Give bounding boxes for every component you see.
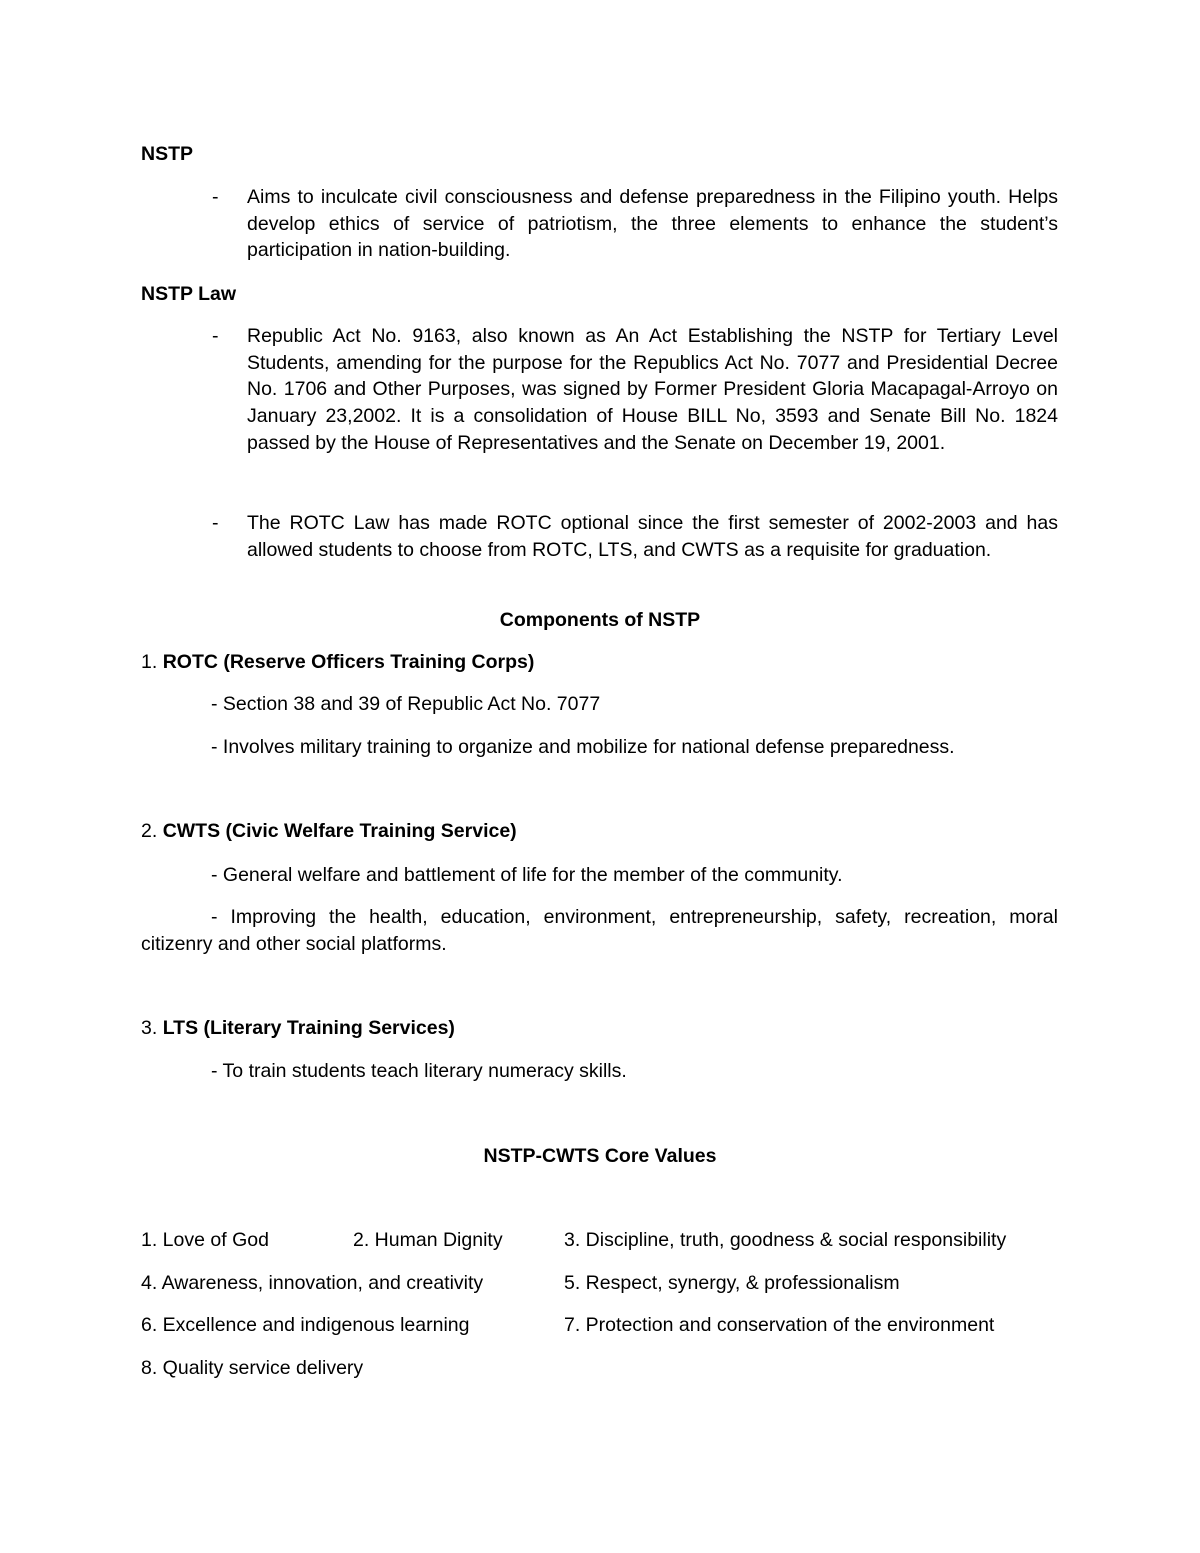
core-value-1: 1. Love of God: [141, 1229, 269, 1251]
component-rotc-name: ROTC (Reserve Officers Training Corps): [162, 651, 535, 673]
core-value-8: 8. Quality service delivery: [141, 1357, 364, 1379]
component-rotc-number: 1.: [141, 651, 158, 673]
core-values-heading: NSTP-CWTS Core Values: [483, 1145, 717, 1167]
core-value-7: 7. Protection and conservation of the environment: [564, 1314, 995, 1336]
nstp-law-bullet-1-marker: -: [212, 325, 219, 347]
nstp-bullet-marker: -: [212, 186, 219, 208]
component-cwts-point-2: - Improving the health, education, environment, entrepreneurship, safety, recreation, moral citizenry and other social platforms.: [141, 906, 1058, 955]
component-rotc-title: [141, 649, 534, 676]
component-lts-point-1: - To train students teach literary numeracy skills.: [211, 1060, 627, 1082]
nstp-law-bullet-1: Republic Act No. 9163, also known as An Act Establishing the NSTP for Tertiary Level Students, amending for the purpose for the Republics Act No. 7077 and Presidential Decree No. 1706 and Other Purposes, was signed by Former President Gloria Macapagal-Arroyo on January 23,2002. It is a consolidation of House BILL No, 3593 and Senate Bill No. 1824 passed by the House of Representatives and the Senate on December 19, 2001.: [247, 325, 1058, 454]
component-lts-number: 3.: [141, 1017, 158, 1039]
nstp-law-bullet-2: The ROTC Law has made ROTC optional since the first semester of 2002-2003 and has allowed students to choose from ROTC, LTS, and CWTS as a requisite for graduation.: [247, 512, 1058, 561]
component-cwts-number: 2.: [141, 820, 158, 842]
component-rotc-point-1: - Section 38 and 39 of Republic Act No. 7077: [211, 693, 601, 715]
component-lts-title: [141, 1015, 455, 1042]
core-value-4: 4. Awareness, innovation, and creativity: [141, 1272, 484, 1294]
nstp-law-heading: NSTP Law: [141, 283, 236, 305]
component-rotc-point-2: - Involves military training to organize and mobilize for national defense preparedness.: [211, 736, 955, 758]
nstp-description: Aims to inculcate civil consciousness and defense preparedness in the Filipino youth. Helps develop ethics of service of patriotism, the three elements to enhance the student’s participation in nation-building.: [247, 186, 1058, 262]
core-value-3: 3. Discipline, truth, goodness & social responsibility: [564, 1229, 1007, 1251]
core-value-2: 2. Human Dignity: [353, 1229, 503, 1251]
component-cwts-title: [141, 818, 517, 845]
components-heading: Components of NSTP: [499, 609, 701, 631]
component-lts-name: LTS (Literary Training Services): [162, 1017, 455, 1039]
nstp-heading: NSTP: [141, 143, 194, 165]
nstp-law-bullet-2-marker: -: [212, 512, 219, 534]
core-value-6: 6. Excellence and indigenous learning: [141, 1314, 470, 1336]
core-value-5: 5. Respect, synergy, & professionalism: [564, 1272, 900, 1294]
component-cwts-name: CWTS (Civic Welfare Training Service): [162, 820, 517, 842]
component-cwts-point-1: - General welfare and battlement of life for the member of the community.: [211, 864, 843, 886]
